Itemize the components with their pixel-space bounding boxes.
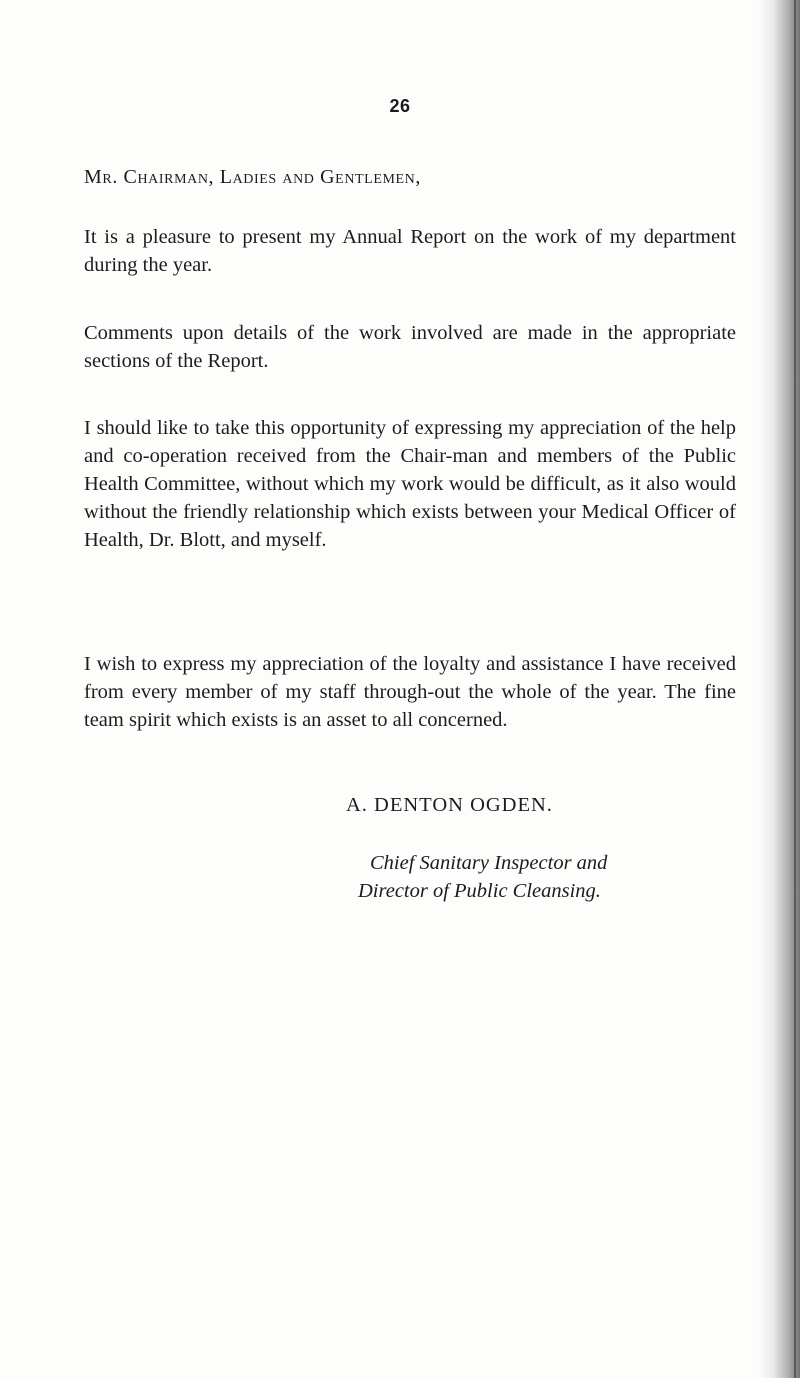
salutation: Mr. Chairman, Ladies and Gentlemen, xyxy=(84,166,421,188)
paragraph-4: I wish to express my appreciation of the loyalty and assistance I have received from every member of my staff through-out the whole of the year. The fine team spirit which exists is an asset to all concerned. xyxy=(84,653,736,731)
signatory-title-line-1: Chief Sanitary Inspector and xyxy=(370,852,608,874)
page-edge xyxy=(794,0,796,1378)
page-number: 26 xyxy=(389,96,411,116)
signatory-title-line-2: Director of Public Cleansing. xyxy=(358,880,601,902)
signatory-name: A. DENTON OGDEN. xyxy=(346,794,553,816)
paragraph-3: I should like to take this opportunity of expressing my appreciation of the help and co-operation received from the Chair-man and members of the Public Health Committee, without which my work would be difficult, as it also would without the friendly relationship which exists between your Medical Officer of Health, Dr. Blott, and myself. xyxy=(84,417,736,551)
paragraph-2: Comments upon details of the work involved are made in the appropriate sections of the Report. xyxy=(84,322,736,372)
paragraph-1: It is a pleasure to present my Annual Report on the work of my department during the year. xyxy=(84,226,736,276)
